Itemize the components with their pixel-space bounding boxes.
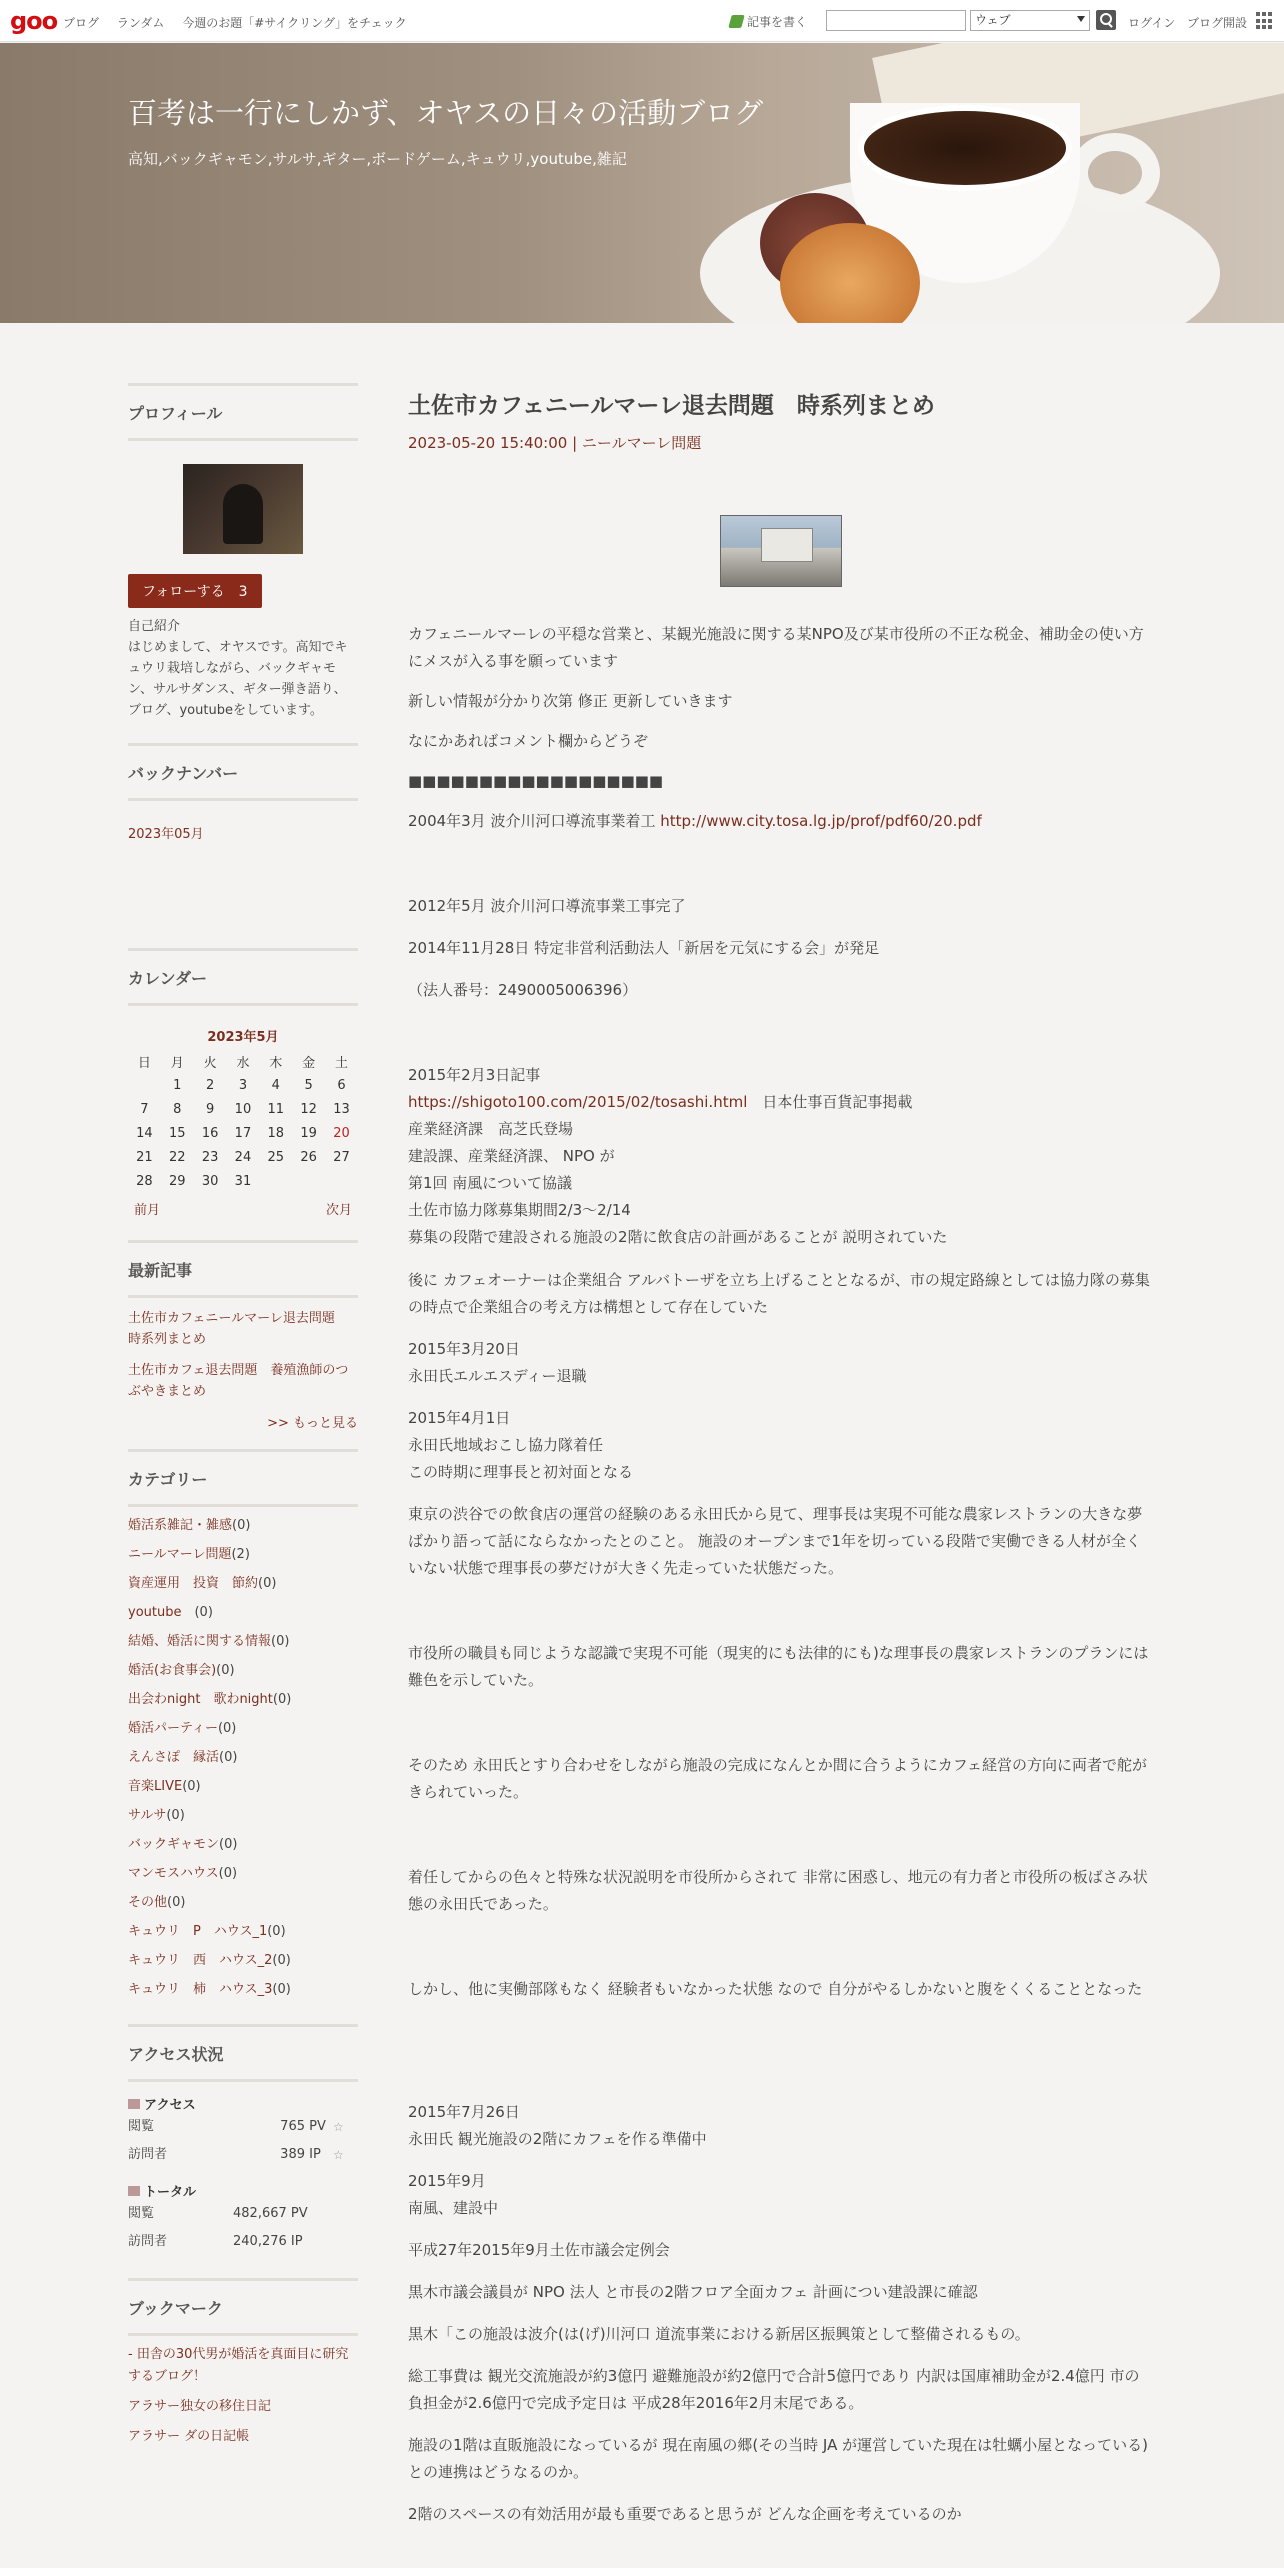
access-visitors-row: 訪問者 389 IP ☆ <box>128 2141 358 2169</box>
calendar-weekday: 土 <box>335 1055 349 1071</box>
bookmark-item[interactable]: アラサー独女の移住日記 <box>128 2399 272 2414</box>
calendar-day[interactable]: 20 <box>333 1125 350 1141</box>
paragraph: 2015年9月 南風、建設中 <box>408 2172 499 2217</box>
calendar-weekday: 金 <box>302 1055 316 1071</box>
header-image-coffee <box>858 105 1072 191</box>
paragraph: 2015年4月1日 永田氏地域おこし協力隊着任 この時期に理事長と初対面となる <box>408 1409 634 1481</box>
calendar-next-link[interactable]: 次月 <box>325 1203 352 1218</box>
calendar-day: 15 <box>168 1125 186 1141</box>
shigoto-link[interactable]: https://shigoto100.com/2015/02/tosashi.html <box>408 1093 748 1111</box>
category-item[interactable]: 音楽LIVE(0) <box>128 1779 201 1794</box>
paragraph: そのため 永田氏とすり合わせをしながら施設の完成になんとか間に合うようにカフェ経営の方向に両者で舵がきられていった。 <box>408 1756 1148 1801</box>
calendar-day: 30 <box>201 1173 219 1189</box>
write-article-button[interactable] <box>730 13 807 30</box>
calendar-day: 17 <box>234 1125 252 1141</box>
search-scope-select[interactable] <box>970 10 1090 31</box>
ranking-icon: ☆ <box>333 2148 344 2162</box>
calendar-weekday: 水 <box>236 1055 250 1071</box>
paragraph: なにかあればコメント欄からどうぞ <box>408 732 649 750</box>
sidebar <box>128 383 358 2448</box>
calendar-day: 18 <box>267 1125 285 1141</box>
paragraph: 2015年7月26日 永田氏 観光施設の2階にカフェを作る準備中 <box>408 2103 707 2148</box>
goo-logo[interactable]: goo <box>10 7 58 35</box>
article-category-link[interactable]: ニールマーレ問題 <box>581 434 702 452</box>
article-title[interactable]: 土佐市カフェニールマーレ退去問題 時系列まとめ <box>408 393 935 419</box>
calendar-table <box>128 1049 358 1193</box>
calendar-day: 31 <box>234 1173 252 1189</box>
calendar-weekday: 月 <box>170 1055 184 1071</box>
calendar-day <box>292 1169 325 1193</box>
calendar-day: 22 <box>168 1149 186 1165</box>
bookmark-item[interactable]: - 田舎の30代男が婚活を真面目に研究するブログ！ <box>128 2347 349 2384</box>
paragraph: 2012年5月 波介川河口導流事業工事完了 <box>408 897 686 915</box>
calendar-day <box>259 1169 292 1193</box>
nav-random-link[interactable]: ランダム <box>116 16 165 30</box>
paragraph: 施設の1階は直販施設になっているが 現在南風の郷(その当時 JA が運営していた現在は牡蠣小屋となっている)との連携はどうなるのか。 <box>408 2436 1148 2481</box>
nav-weekly-topic-link[interactable]: 今週のお題「#サイクリング」をチェック <box>182 16 407 30</box>
write-article-label: 記事を書く <box>747 15 808 29</box>
category-item[interactable]: youtube (0) <box>128 1605 213 1620</box>
calendar-day: 11 <box>267 1101 285 1117</box>
paragraph: しかし、他に実働部隊もなく 経験者もいなかった状態 なので 自分がやるしかないと腹をくくることとなった <box>408 1980 1143 1998</box>
calendar-day: 13 <box>333 1101 350 1117</box>
category-item[interactable]: ニールマーレ問題(2) <box>128 1547 250 1562</box>
paragraph: 黒木市議会議員が NPO 法人 と市長の2階フロア全面カフェ 計画につい建設課に確認 <box>408 2283 978 2301</box>
paragraph: 着任してからの色々と特殊な状況説明を市役所からされて 非常に困惑し、地元の有力者と市役所の板ばさみ状態の永田氏であった。 <box>408 1868 1148 1913</box>
calendar-day: 4 <box>271 1077 280 1093</box>
category-item[interactable]: 結婚、婚活に関する情報(0) <box>128 1634 290 1649</box>
category-item[interactable]: 資産運用 投資 節約(0) <box>128 1576 277 1591</box>
category-item[interactable]: キュウリ 柿 ハウス_3(0) <box>128 1982 291 1997</box>
article-date[interactable]: 2023-05-20 15:40:00 <box>408 434 568 452</box>
apps-grid-icon[interactable] <box>1256 12 1274 30</box>
calendar-day: 12 <box>300 1101 317 1117</box>
category-item[interactable]: 出会わnight 歌わnight(0) <box>128 1692 292 1707</box>
top-bar <box>0 0 1284 42</box>
paragraph: ■■■■■■■■■■■■■■■■■■ <box>408 772 664 790</box>
calendar-day <box>128 1073 161 1097</box>
profile-heading: プロフィール <box>128 383 358 441</box>
login-link[interactable]: ログイン <box>1128 16 1176 30</box>
paragraph: 黒木「この施設は波介(は(げ)川河口 道流事業における新居区振興策として整備されるもの。 <box>408 2325 1030 2343</box>
access-total-label: トータル <box>128 2181 358 2200</box>
chevron-down-icon <box>1077 16 1085 22</box>
search-input[interactable] <box>826 10 966 31</box>
recent-list <box>128 1308 358 1402</box>
bookmark-heading: ブックマーク <box>128 2278 358 2336</box>
blog-title[interactable]: 百考は一行にしかず、オヤスの日々の活動ブログ <box>128 96 764 130</box>
calendar-day: 23 <box>201 1149 219 1165</box>
total-visitors-row: 訪問者 240,276 IP <box>128 2234 303 2249</box>
paragraph: 2015年2月3日記事 https://shigoto100.com/2015/02/tosashi.html 日本仕事百貨記事掲載 産業経済課 高芝氏登場 建設課、産業経済課、 NPO が 第1回 南風について協議 土佐市協力隊募集期間2/3〜2/14 募集の段階で建設される施設の2階に飲食店の計画があることが 説明されていた <box>408 1066 948 1246</box>
calendar-day: 5 <box>304 1077 313 1093</box>
pdf-link[interactable]: http://www.city.tosa.lg.jp/prof/pdf60/20.pdf <box>660 812 982 830</box>
category-item[interactable]: サルサ(0) <box>128 1808 185 1823</box>
calendar-day: 16 <box>201 1125 219 1141</box>
paragraph: 後に カフェオーナーは企業組合 アルバトーザを立ち上げることとなるが、市の規定路線としては協力隊の募集の時点で企業組合の考え方は構想として存在していた <box>408 1271 1150 1316</box>
article-meta <box>408 432 1154 453</box>
profile-intro <box>128 616 358 721</box>
recent-item[interactable]: 土佐市カフェニールマーレ退去問題 時系列まとめ <box>128 1311 348 1347</box>
total-views-row: 閲覧 482,667 PV <box>128 2206 308 2221</box>
recent-more-link[interactable]: >> もっと見る <box>267 1416 358 1431</box>
paragraph: 2004年3月 波介川河口導流事業着工 http://www.city.tosa.lg.jp/prof/pdf60/20.pdf <box>408 812 982 830</box>
paragraph: 市役所の職員も同じような認識で実現不可能（現実的にも法律的にも)な理事長の農家レストランのプランには難色を示していた。 <box>408 1644 1149 1689</box>
paragraph: 総工事費は 観光交流施設が約3億円 避難施設が約2億円で合計5億円であり 内訳は国庫補助金が2.4億円 市の負担金が2.6億円で完成予定日は 平成28年2016年2月末尾である。 <box>408 2367 1140 2412</box>
calendar-day: 27 <box>333 1149 350 1165</box>
calendar-weekday: 火 <box>203 1055 217 1071</box>
calendar-day: 2 <box>205 1077 215 1093</box>
calendar-day: 21 <box>136 1149 153 1165</box>
paragraph: カフェニールマーレの平穏な営業と、某観光施設に関する某NPO及び某市役所の不正な税金、補助金の使い方にメスが入る事を願っています <box>408 625 1144 670</box>
pen-icon <box>728 15 744 28</box>
search-scope-value: ウェブ <box>975 13 1011 27</box>
intro-text: はじめまして、オヤスです。高知でキュウリ栽培しながら、バックギャモン、サルサダンス、ギター弾き語り、ブログ、youtubeをしています。 <box>128 640 348 718</box>
category-item[interactable]: 婚活パーティー(0) <box>128 1721 237 1736</box>
calendar-nav <box>128 1199 358 1218</box>
paragraph: 新しい情報が分かり次第 修正 更新していきます <box>408 692 733 710</box>
book-icon <box>128 2186 140 2196</box>
recent-item[interactable]: 土佐市カフェ退去問題 養殖漁師のつぶやきまとめ <box>128 1363 349 1399</box>
backnumber-heading: バックナンバー <box>128 743 358 801</box>
meta-separator: | <box>567 434 582 452</box>
paragraph: （法人番号：2490005006396） <box>408 981 638 999</box>
top-nav <box>63 14 421 31</box>
article <box>408 383 1154 2528</box>
calendar-prev-link[interactable]: 前月 <box>134 1203 161 1218</box>
article-image[interactable] <box>720 515 842 587</box>
access-heading: アクセス状況 <box>128 2024 358 2082</box>
calendar-weekday: 日 <box>137 1055 151 1071</box>
category-item[interactable]: えんさぽ 縁活(0) <box>128 1750 238 1765</box>
bookmark-list <box>128 2344 358 2448</box>
calendar-weekday: 木 <box>269 1055 283 1071</box>
calendar-day: 14 <box>136 1125 153 1141</box>
category-item[interactable]: マンモスハウス(0) <box>128 1866 238 1881</box>
calendar-day: 6 <box>337 1077 346 1093</box>
paragraph: 2014年11月28日 特定非営利活動法人「新居を元気にする会」が発足 <box>408 939 880 957</box>
category-item[interactable]: 婚活系雑記・雑感(0) <box>128 1518 251 1533</box>
category-item[interactable]: 婚活(お食事会)(0) <box>128 1663 235 1678</box>
open-blog-link[interactable]: ブログ開設 <box>1187 16 1248 30</box>
calendar-day: 28 <box>136 1173 153 1189</box>
category-heading: カテゴリー <box>128 1449 358 1507</box>
search-icon[interactable] <box>1096 10 1116 30</box>
bookmark-item[interactable]: アラサー ダの日記帳 <box>128 2429 250 2444</box>
category-list <box>128 1516 358 2000</box>
calendar-heading: カレンダー <box>128 948 358 1006</box>
calendar-day: 24 <box>234 1149 252 1165</box>
calendar-day: 7 <box>140 1101 149 1117</box>
category-item[interactable]: キュウリ 西 ハウス_2(0) <box>128 1953 291 1968</box>
calendar-day: 3 <box>238 1077 248 1093</box>
blog-description: 高知,バックギャモン,サルサ,ギター,ボードゲーム,キュウリ,youtube,雑記 <box>128 150 627 168</box>
calendar-day: 26 <box>300 1149 317 1165</box>
header-image-cup-handle <box>1070 133 1160 213</box>
follow-count: 3 <box>238 584 248 600</box>
calendar-day: 8 <box>173 1101 182 1117</box>
calendar-day: 29 <box>168 1173 186 1189</box>
calendar-day: 9 <box>205 1101 215 1117</box>
calendar-day: 1 <box>173 1077 182 1093</box>
category-item[interactable]: その他(0) <box>128 1895 186 1910</box>
calendar-title: 2023年5月 <box>207 1030 279 1045</box>
paragraph: 東京の渋谷での飲食店の運営の経験のある永田氏から見て、理事長は実現不可能な農家レストランの大きな夢ばかり語って話にならなかったとのこと。 施設のオープンまで1年を切っている段階で実働できる人材が全くいない状態で理事長の夢だけが大きく先走っていた状態だった。 <box>408 1505 1143 1577</box>
paragraph: 2階のスペースの有効活用が最も重要であると思うが どんな企画を考えているのか <box>408 2505 962 2523</box>
recent-heading: 最新記事 <box>128 1240 358 1298</box>
chart-icon <box>128 2099 140 2109</box>
category-item[interactable]: キュウリ P ハウス_1(0) <box>128 1924 286 1939</box>
follow-label: フォローする <box>142 584 225 600</box>
paragraph: 2015年3月20日 永田氏エルエスディー退職 <box>408 1340 587 1385</box>
ranking-icon: ☆ <box>333 2120 344 2134</box>
follow-button[interactable] <box>128 574 262 608</box>
calendar-day: 10 <box>234 1101 252 1117</box>
calendar-day <box>325 1169 358 1193</box>
nav-blog-link[interactable]: ブログ <box>63 16 100 30</box>
category-item[interactable]: バックギャモン(0) <box>128 1837 238 1852</box>
calendar-day: 19 <box>300 1125 317 1141</box>
avatar[interactable] <box>183 464 303 554</box>
intro-label: 自己紹介 <box>128 619 181 634</box>
backnumber-item[interactable]: 2023年05月 <box>128 827 204 842</box>
access-views-row: 閲覧 765 PV ☆ <box>128 2113 358 2141</box>
access-today-label: アクセス <box>128 2094 358 2113</box>
paragraph: 平成27年2015年9月土佐市議会定例会 <box>408 2241 670 2259</box>
calendar-day: 25 <box>267 1149 285 1165</box>
blog-header <box>0 43 1284 323</box>
